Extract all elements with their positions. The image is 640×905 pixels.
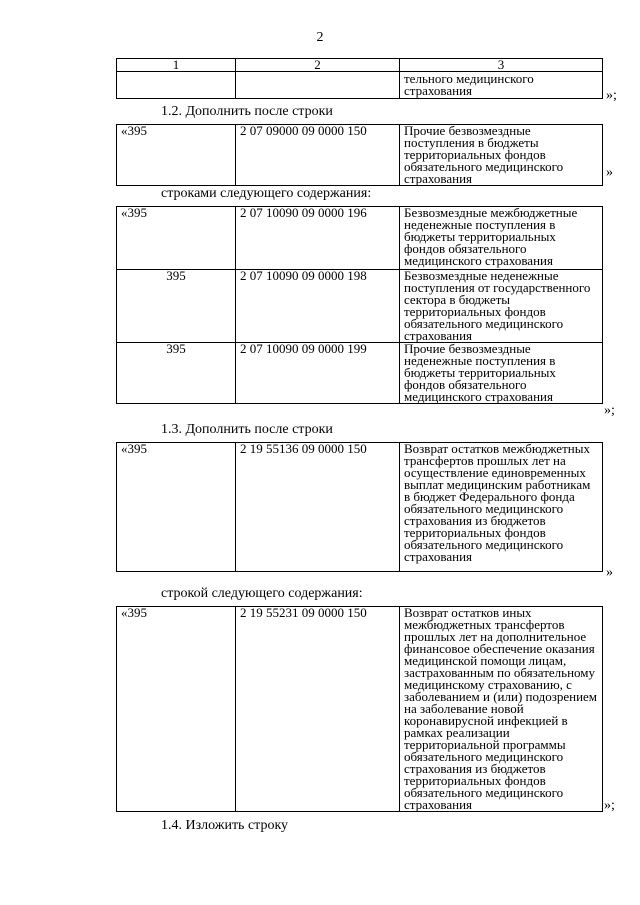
cell-description: Прочие безвозмездные неденежные поступления в бюджеты территориальных фондов обязательного медицинского страхования	[400, 343, 603, 404]
closing-quote: »	[606, 165, 613, 180]
cell-code-income: 2 07 10090 09 0000 198	[236, 270, 400, 343]
table-1-2-after-row	[116, 124, 603, 186]
column-header-3: 3	[400, 59, 603, 72]
table-header-row	[117, 59, 603, 72]
closing-quote: »;	[606, 88, 617, 103]
paragraph-1-4: 1.4. Изложить строку	[161, 818, 289, 833]
table-1-2-new-rows	[116, 206, 603, 404]
table-1-3-after-row	[116, 442, 603, 572]
closing-quote: »;	[604, 798, 615, 813]
cell-code-income: 2 19 55136 09 0000 150	[236, 443, 400, 572]
cell-code-income	[236, 72, 400, 99]
table-row	[117, 443, 603, 572]
cell-code-income: 2 07 09000 09 0000 150	[236, 125, 400, 186]
table-1-3-new-row	[116, 606, 603, 812]
cell-code-admin: «395	[117, 207, 236, 270]
paragraph-1-3: 1.3. Дополнить после строки	[161, 422, 333, 437]
cell-description: Возврат остатков межбюджетных трансфертов прошлых лет на осуществление единовременных выплат медицинским работникам в бюджет Федерального фонда обязательного медицинского страхования из бюджетов территориальных фондов обязательного медицинского страхования	[400, 443, 603, 572]
paragraph-row: строкой следующего содержания:	[161, 586, 363, 601]
table-row	[117, 72, 603, 99]
cell-code-admin: «395	[117, 443, 236, 572]
page-number: 2	[316, 30, 324, 45]
cell-description: Безвозмездные межбюджетные неденежные поступления в бюджеты территориальных фондов обязательного медицинского страхования	[400, 207, 603, 270]
cell-description: тельного медицинского страхования	[400, 72, 603, 99]
table-row	[117, 207, 603, 270]
cell-code-income: 2 07 10090 09 0000 196	[236, 207, 400, 270]
cell-code-admin	[117, 72, 236, 99]
table-row	[117, 607, 603, 812]
cell-description: Безвозмездные неденежные поступления от государственного сектора в бюджеты территориальных фондов обязательного медицинского страхования	[400, 270, 603, 343]
closing-quote: »;	[604, 403, 615, 418]
paragraph-rows: строками следующего содержания:	[161, 186, 372, 201]
cell-description: Возврат остатков иных межбюджетных трансфертов прошлых лет на дополнительное финансовое обеспечение оказания медицинской помощи лицам, застрахованным по обязательному медицинскому страхованию, с заболеванием и (или) подозрением на заболевание новой коронавирусной инфекцией в рамках реализации территориальной программы обязательного медицинского страхования из бюджетов территориальных фондов обязательного медицинского страхования	[400, 607, 603, 812]
cell-code-admin: 395	[117, 343, 236, 404]
cell-code-admin: «395	[117, 607, 236, 812]
cell-code-income: 2 19 55231 09 0000 150	[236, 607, 400, 812]
table-row	[117, 270, 603, 343]
column-header-2: 2	[236, 59, 400, 72]
cell-code-income: 2 07 10090 09 0000 199	[236, 343, 400, 404]
continuation-table	[116, 58, 603, 99]
closing-quote: »	[606, 565, 613, 580]
cell-description: Прочие безвозмездные поступления в бюджеты территориальных фондов обязательного медицинского страхования	[400, 125, 603, 186]
cell-code-admin: 395	[117, 270, 236, 343]
cell-code-admin: «395	[117, 125, 236, 186]
table-row	[117, 343, 603, 404]
paragraph-1-2: 1.2. Дополнить после строки	[161, 104, 333, 119]
table-row	[117, 125, 603, 186]
column-header-1: 1	[117, 59, 236, 72]
